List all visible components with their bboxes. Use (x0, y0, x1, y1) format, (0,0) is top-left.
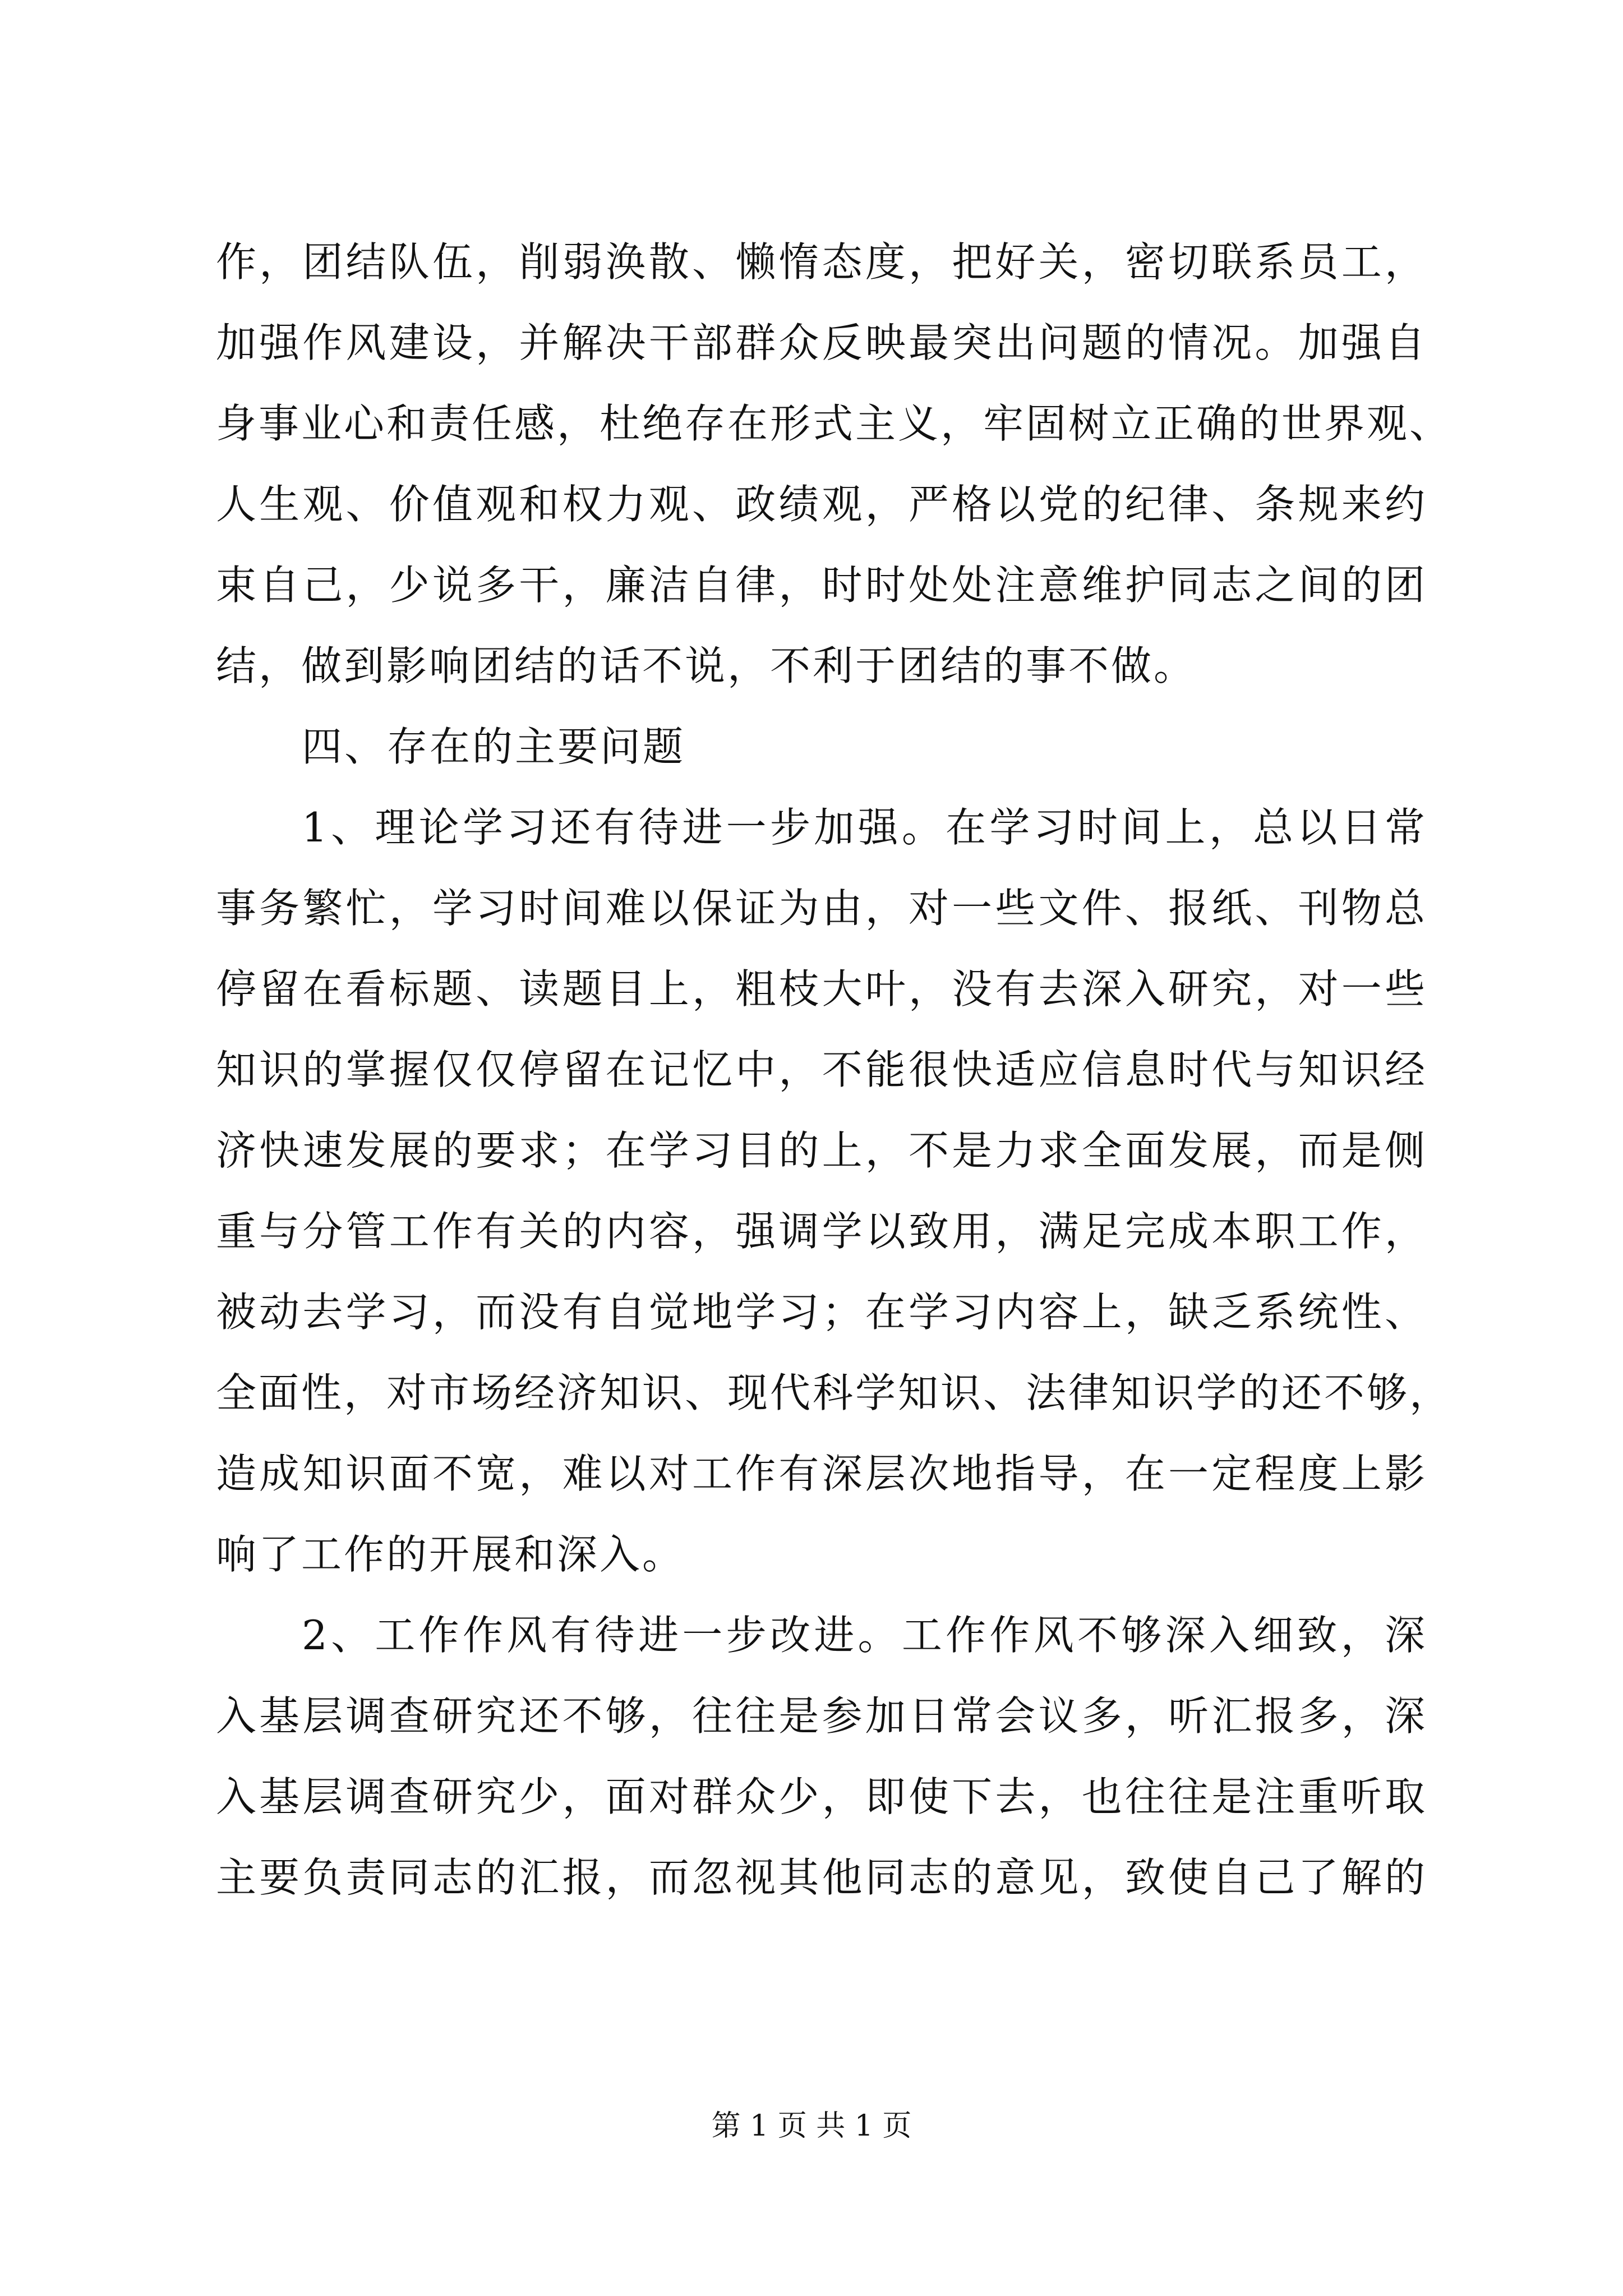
text-line: 束自己，少说多干，廉洁自律，时时处处注意维护同志之间的团 (216, 562, 1427, 609)
text-line: 济快速发展的要求；在学习目的上，不是力求全面发展，而是侧 (216, 1127, 1427, 1174)
document-body (216, 222, 1453, 1918)
text-line: 作，团结队伍，削弱涣散、懒惰态度，把好关，密切联系员工， (216, 238, 1427, 286)
page-footer: 第 1 页 共 1 页 (711, 2109, 912, 2143)
text-line: 响了工作的开展和深入。 (216, 1531, 685, 1578)
text-line: 身事业心和责任感，杜绝存在形式主义，牢固树立正确的世界观、 (216, 400, 1453, 447)
text-line: 结，做到影响团结的话不说，不利于团结的事不做。 (216, 642, 1197, 689)
text-line: 主要负责同志的汇报，而忽视其他同志的意见，致使自己了解的 (216, 1854, 1427, 1901)
text-line: 2、工作作风有待进一步改进。工作作风不够深入细致，深 (302, 1612, 1427, 1659)
text-line: 被动去学习，而没有自觉地学习；在学习内容上，缺乏系统性、 (216, 1289, 1427, 1336)
text-line: 四、存在的主要问题 (302, 723, 686, 770)
text-line: 人生观、价值观和权力观、政绩观，严格以党的纪律、条规来约 (216, 481, 1427, 528)
text-line: 事务繁忙，学习时间难以保证为由，对一些文件、报纸、刊物总 (216, 885, 1427, 932)
text-line: 加强作风建设，并解决干部群众反映最突出问题的情况。加强自 (216, 319, 1427, 366)
text-line: 造成知识面不宽，难以对工作有深层次地指导，在一定程度上影 (216, 1450, 1427, 1497)
text-line: 全面性，对市场经济知识、现代科学知识、法律知识学的还不够， (216, 1369, 1453, 1416)
text-line: 重与分管工作有关的内容，强调学以致用，满足完成本职工作， (216, 1208, 1427, 1255)
text-line: 入基层调查研究还不够，往往是参加日常会议多，听汇报多，深 (216, 1692, 1427, 1740)
text-line: 入基层调查研究少，面对群众少，即使下去，也往往是注重听取 (216, 1773, 1427, 1820)
text-line: 1、理论学习还有待进一步加强。在学习时间上，总以日常 (302, 804, 1427, 851)
text-line: 停留在看标题、读题目上，粗枝大叶，没有去深入研究，对一些 (216, 965, 1427, 1013)
text-line: 知识的掌握仅仅停留在记忆中，不能很快适应信息时代与知识经 (216, 1046, 1427, 1093)
